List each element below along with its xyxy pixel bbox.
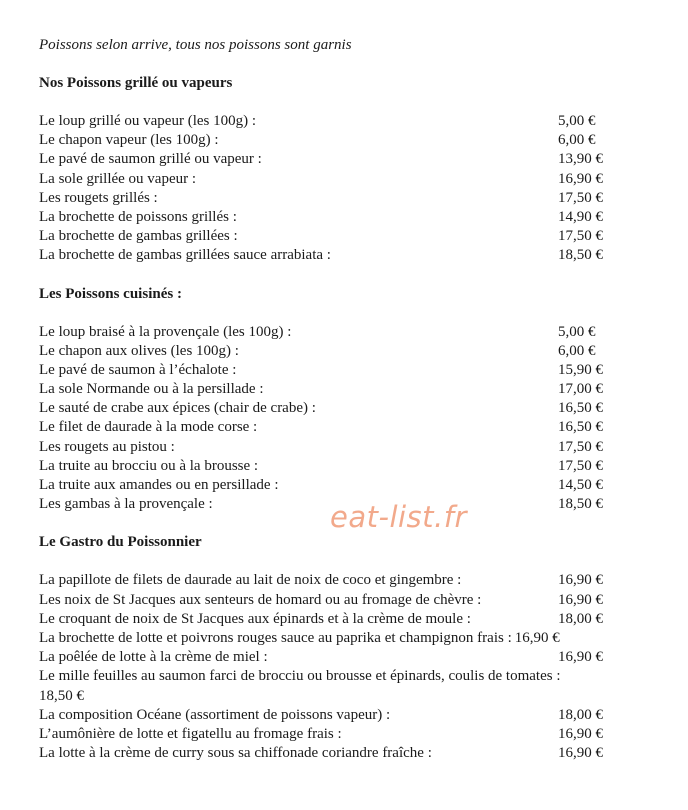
menu-item-price: 6,00 € xyxy=(558,342,596,359)
menu-item-name: Le croquant de noix de St Jacques aux épinards et à la crème de moule : xyxy=(39,610,471,627)
menu-item-price: 16,50 € xyxy=(558,419,603,436)
menu-item-price: 17,00 € xyxy=(558,381,603,398)
menu-item-list xyxy=(39,112,639,266)
menu-item xyxy=(39,361,639,380)
menu-item-name: La composition Océane (assortiment de poissons vapeur) : xyxy=(39,706,391,723)
menu-item-price: 16,50 € xyxy=(558,400,603,417)
menu-item-price: 18,50 € xyxy=(39,687,84,704)
menu-item-name: La brochette de gambas grillées : xyxy=(39,228,238,245)
menu-item xyxy=(39,342,639,361)
menu-item xyxy=(39,418,639,437)
menu-item-price: 16,90 € xyxy=(558,725,603,742)
menu-item-name: Les rougets grillés : xyxy=(39,189,158,206)
menu-item-name: Le chapon vapeur (les 100g) : xyxy=(39,132,219,149)
section-title: Les Poissons cuisinés : xyxy=(39,285,182,302)
menu-item-price: 16,90 € xyxy=(558,649,603,666)
menu-sections xyxy=(39,74,639,763)
menu-document xyxy=(39,36,639,782)
menu-item-price: 18,50 € xyxy=(558,247,603,264)
menu-item-name: La brochette de gambas grillées sauce arrabiata : xyxy=(39,247,331,264)
menu-item xyxy=(39,323,639,342)
menu-item-price: 16,90 € xyxy=(558,591,603,608)
menu-item-name: La brochette de poissons grillés : xyxy=(39,208,237,225)
menu-item-name: Les gambas à la provençale : xyxy=(39,496,213,513)
menu-item xyxy=(39,208,639,227)
menu-item-price: 17,50 € xyxy=(558,189,603,206)
menu-item-name: La truite au brocciu ou à la brousse : xyxy=(39,457,259,474)
menu-item-price: 16,90 € xyxy=(514,629,560,646)
menu-item xyxy=(39,725,639,744)
menu-item-name: Le chapon aux olives (les 100g) : xyxy=(39,342,239,359)
menu-item xyxy=(39,610,639,629)
menu-item-price: 17,50 € xyxy=(558,228,603,245)
menu-item xyxy=(39,170,639,189)
menu-item xyxy=(39,629,639,648)
menu-item-price: 17,50 € xyxy=(558,438,603,455)
menu-item xyxy=(39,399,639,418)
menu-item-name: Le pavé de saumon à l’échalote : xyxy=(39,361,237,378)
menu-item-price: 15,90 € xyxy=(558,361,603,378)
menu-item-price: 18,00 € xyxy=(558,706,603,723)
menu-item-list xyxy=(39,323,639,515)
watermark: eat-list.fr xyxy=(330,500,467,534)
menu-item-price: 5,00 € xyxy=(558,113,596,129)
menu-item-name: Le sauté de crabe aux épices (chair de crabe) : xyxy=(39,400,316,417)
menu-item-name: La lotte à la crème de curry sous sa chiffonade coriandre fraîche : xyxy=(39,745,432,762)
menu-item xyxy=(39,112,639,131)
menu-item-name: Les rougets au pistou : xyxy=(39,438,175,455)
menu-item-price: 14,90 € xyxy=(558,208,603,225)
menu-item xyxy=(39,246,639,265)
menu-item-list xyxy=(39,571,639,763)
section-title: Nos Poissons grillé ou vapeurs xyxy=(39,75,233,91)
menu-item xyxy=(39,706,639,725)
menu-item-name: La sole Normande ou à la persillade : xyxy=(39,381,264,398)
menu-item xyxy=(39,380,639,399)
menu-item-name: Le filet de daurade à la mode corse : xyxy=(39,419,258,436)
menu-item-name: La poêlée de lotte à la crème de miel : xyxy=(39,649,268,666)
menu-item-name: Le mille feuilles au saumon farci de brocciu ou brousse et épinards, coulis de tomates : xyxy=(39,668,561,685)
menu-item-price: 14,50 € xyxy=(558,477,603,493)
menu-item xyxy=(39,571,639,590)
menu-item-name: La brochette de lotte et poivrons rouges sauce au paprika et champignon frais : xyxy=(39,629,512,646)
menu-item xyxy=(39,131,639,150)
menu-item xyxy=(39,189,639,208)
menu-item xyxy=(39,227,639,246)
menu-item-name: La truite aux amandes ou en persillade : xyxy=(39,477,279,493)
menu-intro: Poissons selon arrive, tous nos poissons sont garnis xyxy=(39,37,352,53)
menu-section xyxy=(39,533,639,763)
menu-item-price: 18,50 € xyxy=(558,496,603,513)
menu-section xyxy=(39,285,639,515)
menu-item-price: 17,50 € xyxy=(558,457,603,474)
menu-item-price: 16,90 € xyxy=(558,170,603,187)
menu-item-price: 18,00 € xyxy=(558,610,603,627)
menu-item-price: 5,00 € xyxy=(558,323,596,340)
menu-item-name: Les noix de St Jacques aux senteurs de homard ou au fromage de chèvre : xyxy=(39,591,482,608)
menu-item-name: Le pavé de saumon grillé ou vapeur : xyxy=(39,151,262,168)
menu-item-price: 16,90 € xyxy=(558,745,603,762)
menu-item xyxy=(39,457,639,476)
menu-item xyxy=(39,476,639,495)
menu-item-name: La sole grillée ou vapeur : xyxy=(39,170,197,187)
menu-item-price: 6,00 € xyxy=(558,132,596,149)
menu-item-price: 13,90 € xyxy=(558,151,603,168)
menu-item-name: Le loup braisé à la provençale (les 100g) : xyxy=(39,323,292,340)
menu-item-price: 16,90 € xyxy=(558,572,603,589)
section-title: Le Gastro du Poissonnier xyxy=(39,534,202,551)
menu-item xyxy=(39,591,639,610)
menu-item-name: Le loup grillé ou vapeur (les 100g) : xyxy=(39,113,257,129)
menu-section xyxy=(39,74,639,266)
menu-item xyxy=(39,667,629,705)
menu-item-name: L’aumônière de lotte et figatellu au fromage frais : xyxy=(39,725,342,742)
menu-item-name: La papillote de filets de daurade au lait de noix de coco et gingembre : xyxy=(39,572,462,589)
menu-item xyxy=(39,744,639,763)
menu-item xyxy=(39,150,639,169)
menu-item xyxy=(39,648,639,667)
menu-item xyxy=(39,438,639,457)
